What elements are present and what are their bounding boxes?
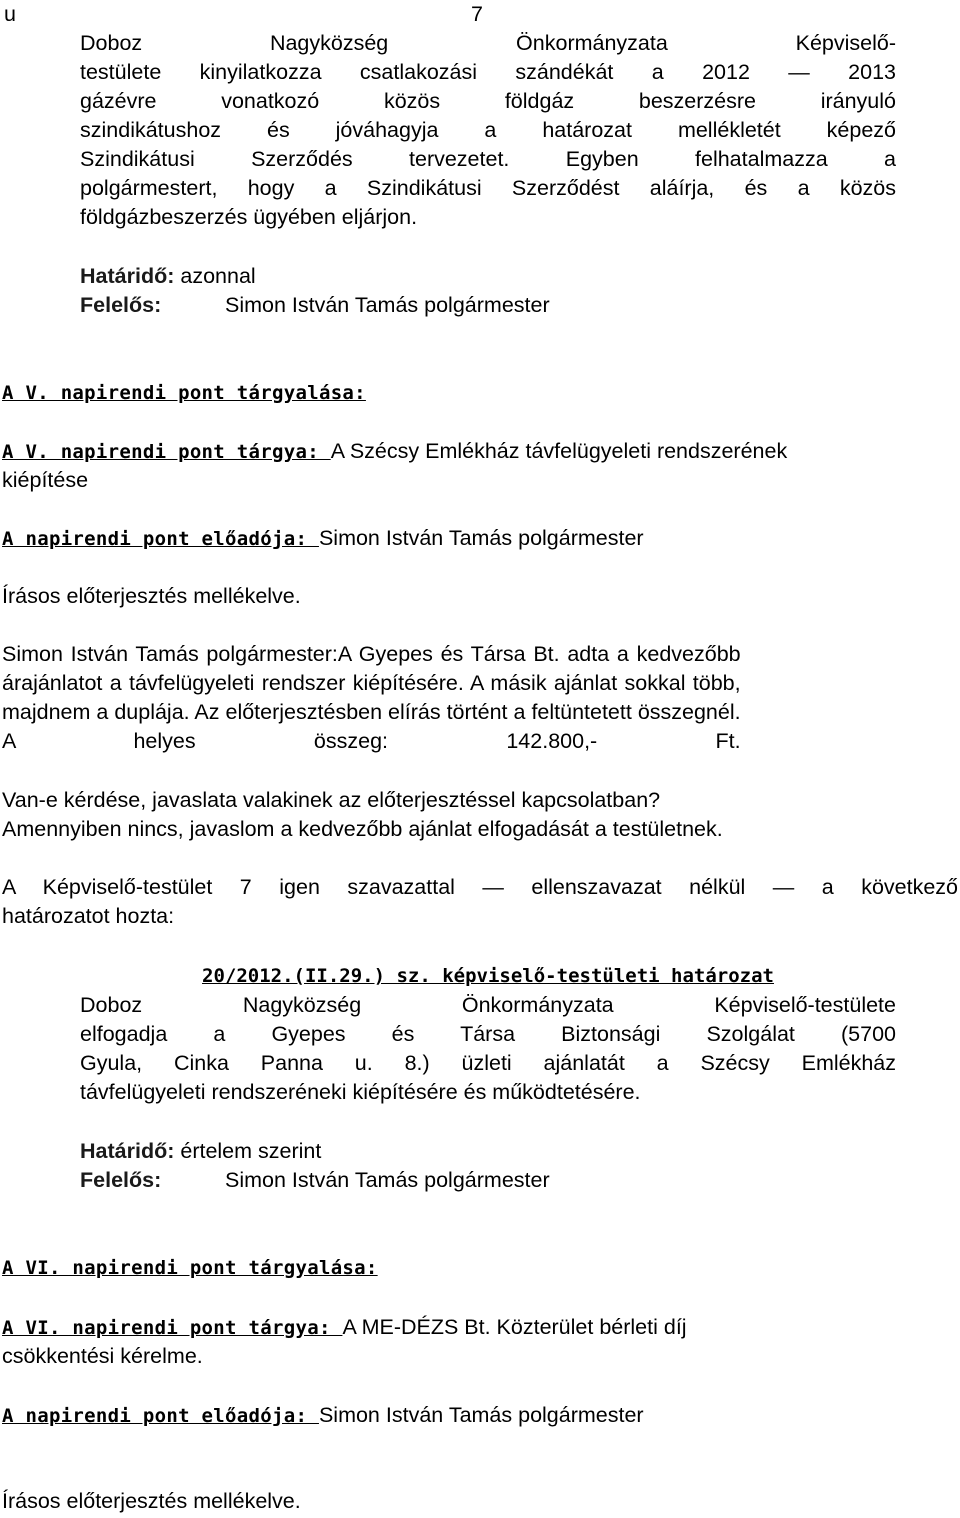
section-v-vote [2,873,958,931]
section-v-presenter [2,524,644,554]
responsible-label: Felelős: [80,1168,162,1192]
question-line: Van-e kérdése, javaslata valakinek az előterjesztéssel kapcsolatban? [2,788,661,812]
resolution-2-text [80,991,896,1107]
corner-mark: u [4,2,16,26]
section-vi-subject-text-2: csökkentési kérelme. [2,1344,203,1368]
resolution-1-line: testülete kinyilatkozza csatlakozási szándékát a 2012 — 2013 [80,60,896,84]
resolution-2-line: Doboz Nagyközség Önkormányzata Képviselő-testülete [80,993,896,1017]
resolution-1-line: gázévre vonatkozó közös földgáz beszerzésre irányuló [80,89,896,113]
deadline-value: azonnal [180,264,256,288]
resolution-1-line: Szindikátusi Szerződés tervezetet. Egyben felhatalmazza a [80,147,896,171]
section-vi-presenter-value: Simon István Tamás polgármester [318,1403,644,1427]
deadline-label: Határidő: [80,264,175,288]
section-vi-subject [2,1313,687,1343]
section-v-written-note: Írásos előterjesztés mellékelve. [2,584,301,608]
section-v-question [2,786,723,844]
resolution-2-line: elfogadja a Gyepes és Társa Biztonsági Szolgálat (5700 [80,1022,896,1046]
resolution-2-line: távfelügyeleti rendszeréneki kiépítésére és működtetésére. [80,1080,641,1104]
responsible-label: Felelős: [80,293,162,317]
resolution-1-line: szindikátushoz és jóváhagyja a határozat mellékletét képező [80,118,896,142]
vote-line: határozatot hozta: [2,904,175,928]
section-vi-written-note: Írásos előterjesztés mellékelve. [2,1489,301,1513]
responsible-value: Simon István Tamás polgármester [224,1168,550,1192]
section-v-discussion-header: A V. napirendi pont tárgyalása: [2,382,366,404]
resolution-2-deadline [80,1137,321,1166]
resolution-1-deadline [80,262,256,291]
section-vi-presenter [2,1401,644,1431]
resolution-1-line: Doboz Nagyközség Önkormányzata Képviselő- [80,31,896,55]
section-v-presenter-label: A napirendi pont előadója: [2,528,319,550]
section-v-speech [2,640,741,756]
section-v-subject-text-2: kiépítése [2,468,89,492]
speech-line: árajánlatot a távfelügyeleti rendszer kiépítésére. A másik ajánlat sokkal több, [2,671,741,695]
section-vi-subject-label: A VI. napirendi pont tárgya: [2,1317,343,1339]
page-number: 7 [471,2,483,26]
resolution-2-title: 20/2012.(II.29.) sz. képviselő-testületi határozat [202,965,774,987]
resolution-1-line: földgázbeszerzés ügyében eljárjon. [80,205,418,229]
resolution-1-line: polgármestert, hogy a Szindikátusi Szerződést aláírja, és a közös [80,176,896,200]
resolution-1-responsible [80,291,550,320]
vote-line: A Képviselő-testület 7 igen szavazattal — ellenszavazat nélkül — a következő [2,875,958,899]
section-v-subject-label: A V. napirendi pont tárgya: [2,441,331,463]
speech-line: Simon István Tamás polgármester:A Gyepes és Társa Bt. adta a kedvezőbb [2,642,741,666]
resolution-2-responsible [80,1166,550,1195]
question-line: Amennyiben nincs, javaslom a kedvezőbb ajánlat elfogadását a testületnek. [2,817,723,841]
section-v-subject-text: A Szécsy Emlékház távfelügyeleti rendszerének [330,439,788,463]
deadline-value: értelem szerint [180,1139,322,1163]
deadline-label: Határidő: [80,1139,175,1163]
resolution-1-text [80,29,896,232]
speech-line: majdnem a duplája. Az előterjesztésben elírás történt a feltüntetett összegnél. [2,700,741,724]
section-vi-discussion-header: A VI. napirendi pont tárgyalása: [2,1257,378,1279]
resolution-2-line: Gyula, Cinka Panna u. 8.) üzleti ajánlatát a Szécsy Emlékház [80,1051,896,1075]
section-v-presenter-value: Simon István Tamás polgármester [318,526,644,550]
speech-line: A helyes összeg: 142.800,- Ft. [2,729,741,753]
section-v-subject [2,437,787,467]
section-vi-presenter-label: A napirendi pont előadója: [2,1405,319,1427]
responsible-value: Simon István Tamás polgármester [224,293,550,317]
section-vi-subject-text: A ME-DÉZS Bt. Közterület bérleti díj [342,1315,687,1339]
